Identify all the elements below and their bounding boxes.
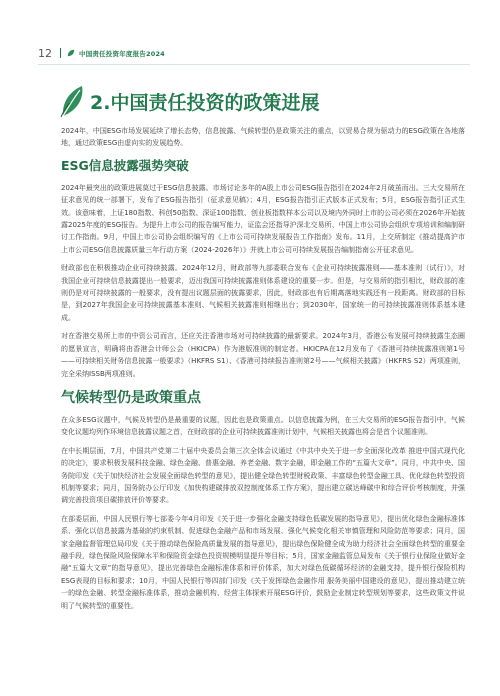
paragraph: 对在香港交易所上市的中资公司而言，还应关注香港市场对可持续披露的最新要求。2024年3月，香港公布发展可持续披露生态圈的愿景宣言，明确将由香港会计师公会（HKICPA）作为港版准则的制定者。HKICPA在12月发布了《香港可持续披露准则第1号——可持续相关财务信息披露一般要求》（HKFRS S1）、《香港可持续报告准则第2号——气候相关披露》（HKFRS S2）两项准则，完全采纳ISSB两项准则。 <box>61 332 465 378</box>
leaf-icon <box>67 49 75 57</box>
page-number: 12 <box>38 46 52 60</box>
intro-paragraph: 2024年，中国ESG市场发展延续了增长态势，信息披露、气候转型仍是政策关注的重点，以贸易合规为驱动力的ESG政策在各地落地，通过政策ESG由虚向实的发展趋势。 <box>61 127 465 148</box>
paragraph: 2024年最突出的政策进展莫过于ESG信息披露。市场讨论多年的A股上市公司ESG报告指引在2024年2月破茧而出。三大交易所在征求意见的统一部署下，发布了ESG报告指引（征求意见稿）；4月，ESG报告指引正式版本正式发布；5月，ESG报告指引正式生效。该意味着，上证180指数、科创50指数、深证100指数、创业板指数样本公司以及境内外同时上市的公司必须在2026年开始披露2025年度的ESG报告。为提升上市公司的报告编写能力，证监会还指导沪深北交易所、中国上市公司协会组织专项培训和编制研讨工作指南。9月，中国上市公司协会组织编写的《上市公司可持续发展报告工作指南》发布。11月，上交所制定《推动提高沪市上市公司ESG信息披露质量三年行动方案（2024-2026年）》并就上市公司可持续发展报告编制指南公开征求意见。 <box>61 183 465 254</box>
header-rule <box>38 64 470 65</box>
leaf-logo-icon <box>60 84 86 118</box>
main-content <box>61 125 465 618</box>
subsection-heading-climate: 气候转型仍是政策重点 <box>61 389 201 406</box>
section-heading <box>60 84 319 118</box>
subsection-heading-disclosure: ESG信息披露强势突破 <box>61 157 189 173</box>
running-header <box>38 44 470 62</box>
paragraph: 在众多ESG议题中，气候及转型仍是最重要的议题，因此也是政策重点。以信息披露为例，在三大交易所的ESG报告指引中，气候变化议题均列作环境信息披露议题之首，在财政部的企业可持续披露准则计划中，气候相关披露也将会是首个议题准则。 <box>61 415 465 437</box>
paragraph: 在部委层面，中国人民银行等七部委今年4月印发《关于进一步强化金融支持绿色低碳发展的指导意见》，提出优化绿色金融标准体系、强化以信息披露为基础的约束机制、促进绿色金融产品和市场发展、强化气候变化相关审慎管理和风险防范等要求；同月，国家金融监督管理总局印发《关于推动绿色保险高质量发展的指导意见》，提出绿色保险健全成为助力经济社会全面绿色转型的重要金融手段，绿色保险风险保障水平和保险资金绿色投资规模明显提升等目标；5月，国家金融监管总局发布《关于银行业保险业做好金融“五篇大文章”的指导意见》，提出完善绿色金融标准体系和评价体系，加大对绿色低碳循环经济的金融支持，提升银行保险机构ESG表现的目标和要求；10月，中国人民银行等四部门印发《关于发挥绿色金融作用 服务美丽中国建设的意见》，提出推动建立统一的绿色金融、转型金融标准体系，推动金融机构、经营主体探索开展ESG评价，鼓励企业制定转型规划等要求，这些政策文件说明了气候转型的重要性。 <box>61 514 465 610</box>
paragraph: 在中长期层面，7月，中国共产党第二十届中央委员会第三次全体会议通过《中共中央关于进一步全面深化改革 推进中国式现代化的决定》，要求积极发展科技金融、绿色金融、普惠金融、养老金融、数字金融，即金融工作的“五篇大文章”。同月，中共中央、国务院印发《关于加快经济社会发展全面绿色转型的意见》，提出健全绿色转型财税政策、丰富绿色转型金融工具、优化绿色转型投资机制等要求；同月，国务院办公厅印发《加快构建碳排放双控制度体系工作方案》，提出建立碳达峰碳中和综合评价考核制度，并强调完善投资项目碳排放评价等要求。 <box>61 446 465 505</box>
section-title: 2.中国责任投资的政策进展 <box>90 91 320 114</box>
header-divider <box>60 48 61 58</box>
paragraph: 财政部也在积极推动企业可持续披露。2024年12月，财政部等九部委联合发布《企业可持续披露准则——基本准则（试行）》，对我国企业可持续信息披露提出一般要求，迈出我国可持续披露准则体系建设的重要一步。但是，与交易所的指引相比，财政部的准则仍是对可持续披露的一般要求，没有提出议题层面的披露要求，因此，财政部也有后期离落地实践还有一段距离。财政部的目标是，到2027年我国企业可持续披露基本准则、气候相关披露准则相继出台；到2030年，国家统一的可持续披露准则体系基本建成。 <box>61 264 465 322</box>
report-title: 中国责任投资年度报告2024 <box>79 49 165 58</box>
